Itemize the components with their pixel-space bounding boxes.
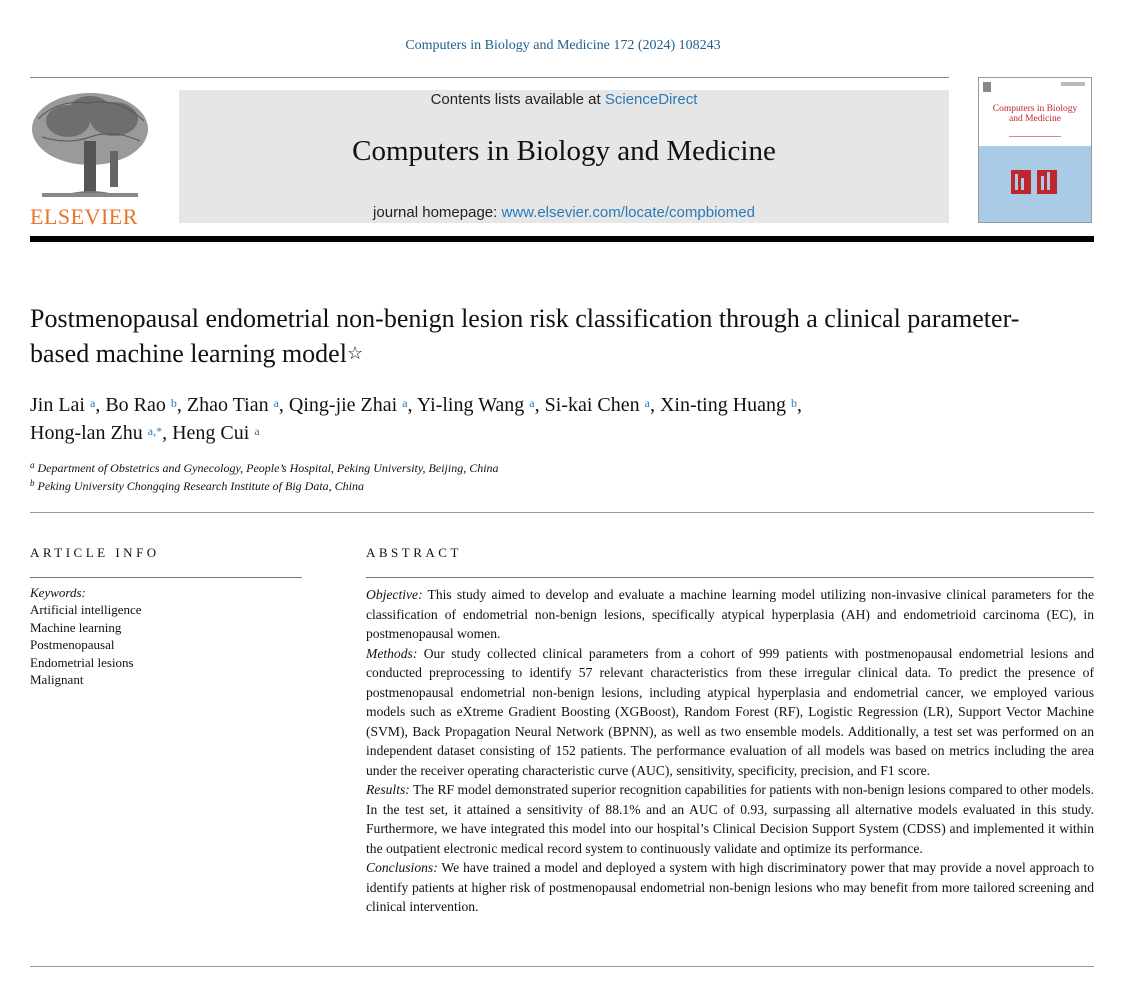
header-thick-rule xyxy=(30,236,1094,242)
author-affiliation-mark[interactable]: b xyxy=(791,396,798,410)
homepage-link[interactable]: www.elsevier.com/locate/compbiomed xyxy=(501,204,755,221)
author-name[interactable]: Si-kai Chen xyxy=(544,394,640,416)
author-name[interactable]: Heng Cui xyxy=(172,422,250,444)
author-name[interactable]: Qing-jie Zhai xyxy=(288,394,398,416)
abstract-rule xyxy=(366,577,1094,578)
article-info-rule xyxy=(30,577,302,578)
author-affiliation-mark[interactable]: b xyxy=(170,396,177,410)
affiliation-a xyxy=(30,461,499,476)
journal-title: Computers in Biology and Medicine xyxy=(352,135,776,167)
affiliation-mark: b xyxy=(30,478,35,488)
author-affiliation-mark[interactable]: a xyxy=(644,396,650,410)
section-rule xyxy=(30,512,1094,513)
keyword-list xyxy=(30,601,142,689)
abstract-section-text: This study aimed to develop and evaluate a machine learning model utilizing non-invasive clinical parameters for the classification of endometrial non-benign lesions, specifically atypical hyperplasia (AH) and endometrioid carcinoma (EC), in postmenopausal women. xyxy=(366,587,1094,641)
author-name[interactable]: Bo Rao xyxy=(105,394,166,416)
cover-subtitle-rule xyxy=(1009,136,1061,137)
author-name[interactable]: Zhao Tian xyxy=(186,394,269,416)
title-footnote-star[interactable]: ☆ xyxy=(346,343,364,363)
journal-cover-thumbnail[interactable] xyxy=(978,77,1092,223)
abstract-results xyxy=(366,780,1094,858)
homepage-line xyxy=(179,204,949,221)
author-affiliation-mark[interactable]: a xyxy=(254,424,260,438)
contents-line xyxy=(179,91,949,108)
abstract-section-label: Methods: xyxy=(366,645,418,661)
author-affiliation-mark[interactable]: a xyxy=(273,396,279,410)
author-name[interactable]: Hong-lan Zhu xyxy=(30,422,143,444)
author-name[interactable]: Yi-ling Wang xyxy=(416,394,525,416)
cover-elsevier-mini-logo-icon xyxy=(983,82,991,92)
author-affiliation-mark[interactable]: a xyxy=(529,396,535,410)
footer-rule xyxy=(30,966,1094,967)
keyword: Endometrial lesions xyxy=(30,654,134,670)
abstract-section-text: We have trained a model and deployed a system with high discriminatory power that may provide a novel approach to identify patients at higher risk of postmenopausal endometrial non-benign lesions who may benefit from more tailored screening and clinical intervention. xyxy=(366,860,1094,914)
abstract-conclusions xyxy=(366,858,1094,917)
abstract-section-label: Objective: xyxy=(366,587,423,602)
affiliation-text: Peking University Chongqing Research Institute of Big Data, China xyxy=(37,479,365,493)
author-list: Jin Lai $^a$, Bo Rao $^b$, Zhao Tian $^a$, Qing-jie Zhai $^a$, Yi-ling Wang $^a$, Si-kai Chen $^a$, Xin-ting Huang $^b$, Hong-lan Zhu $^{a,*}$, Heng Cui $^a$ xyxy=(30,394,803,444)
homepage-prefix: journal homepage: xyxy=(373,204,502,221)
keyword: Malignant xyxy=(30,672,84,688)
abstract-section-label: Results: xyxy=(366,782,410,797)
author-affiliation-mark[interactable]: a xyxy=(90,396,96,410)
contents-prefix: Contents lists available at xyxy=(430,91,605,108)
abstract-body xyxy=(366,585,1094,917)
header-rule xyxy=(30,77,949,78)
affiliation-text: Department of Obstetrics and Gynecology, People’s Hospital, Peking University, Beijing, China xyxy=(37,461,499,475)
affiliation-mark: a xyxy=(30,460,35,470)
author-name[interactable]: Xin-ting Huang xyxy=(659,394,787,416)
author-affiliation-mark[interactable]: a,* xyxy=(147,424,163,438)
article-info-heading: ARTICLE INFO xyxy=(30,545,160,560)
abstract-section-text: The RF model demonstrated superior recognition capabilities for patients with non-benign lesions compared to other models. In the test set, it attained a sensitivity of 88.1% and an AUC of 0.93, surpassing all alternative models evaluated in this study. Furthermore, we have integrated this model into our hospital’s Clinical Decision Support System (CDSS) and implemented it within the outpatient electronic medical record system to continuously validate and optimize its performance. xyxy=(366,782,1094,856)
keywords-label: Keywords: xyxy=(30,585,86,600)
cover-title: Computers in Biology and Medicine xyxy=(992,104,1078,124)
article-title xyxy=(30,301,1030,371)
affiliation-b xyxy=(30,479,364,494)
abstract-heading: ABSTRACT xyxy=(366,545,462,560)
abstract-section-text: Our study collected clinical parameters from a cohort of 999 patients with postmenopausal endometrial lesions and conducted preprocessing to identify 57 relevant characteristics from these irregular clinical data. To predict the presence of postmenopausal endometrial non-benign lesions, including atypical hyperplasia and endometrial cancer, we employed various models such as eXtreme Gradient Boosting (XGBoost), Random Forest (RF), Logistic Regression (LR), Support Vector Machine (SVM), Back Propagation Neural Network (BPNN), as well as two ensemble models. Additionally, a test set was performed on an independent dataset consisting of 152 patients. The performance evaluation of all models was based on metrics including the area under the receiver operating characteristic curve (AUC), sensitivity, specificity, precision, and F1 score. xyxy=(366,645,1094,778)
author-name[interactable]: Jin Lai xyxy=(30,394,85,416)
keyword: Artificial intelligence xyxy=(30,602,142,617)
article-title-text: Postmenopausal endometrial non-benign lesion risk classification through a clinical parameter-based machine learning model xyxy=(30,304,1020,368)
author-affiliation-mark[interactable]: a xyxy=(402,396,408,410)
sciencedirect-link[interactable]: ScienceDirect xyxy=(604,91,698,108)
cover-barcode-icon xyxy=(1061,82,1085,86)
abstract-objective xyxy=(366,585,1094,644)
cover-graphic-icon xyxy=(1009,166,1059,196)
elsevier-wordmark[interactable]: ELSEVIER xyxy=(30,204,138,229)
keyword: Postmenopausal xyxy=(30,637,115,653)
abstract-methods xyxy=(366,644,1094,781)
journal-citation[interactable]: Computers in Biology and Medicine 172 (2024) 108243 xyxy=(405,38,721,53)
abstract-section-label: Conclusions: xyxy=(366,860,438,875)
keyword: Machine learning xyxy=(30,619,122,635)
